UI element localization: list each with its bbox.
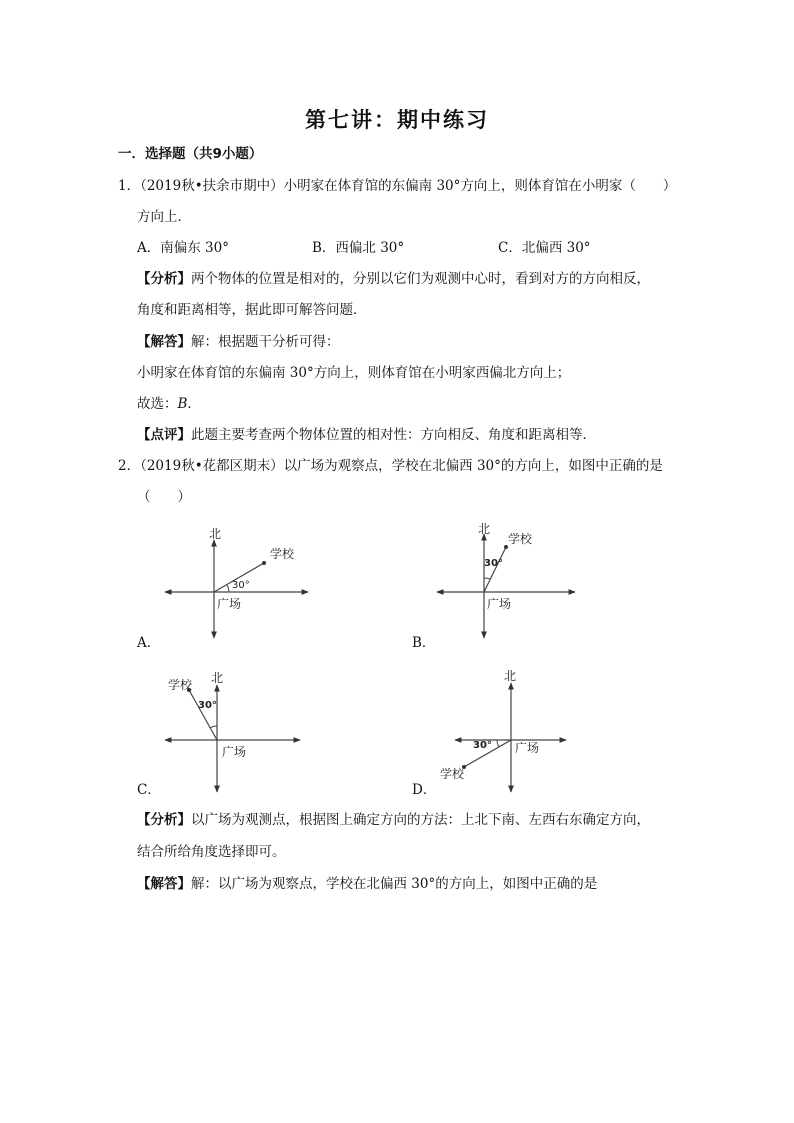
q2-analysis-line1 <box>137 811 650 829</box>
q1-solution-line2: 小明家在体育馆的东偏南 30°方向上，则体育馆在小明家西偏北方向上； <box>137 365 571 381</box>
fig-a-angle-label: 30° <box>232 580 250 591</box>
q2-stem-line1: 2．（2019秋•花都区期末）以广场为观察点，学校在北偏西 30°的方向上，如图中正确的是 <box>118 458 663 474</box>
q1-choice-prefix: 故选： <box>137 396 178 412</box>
fig-c-north-label: 北 <box>211 671 224 685</box>
q2-analysis-text: 以广场为观测点，根据图上确定方向的方法：上北下南、左西右东确定方向， <box>191 812 650 828</box>
fig-c-angle-arc <box>210 726 217 728</box>
fig-b-north-label: 北 <box>478 522 491 536</box>
fig-b-plaza-label: 广场 <box>487 597 512 611</box>
fig-c-option-label: C． <box>137 782 161 798</box>
q2-analysis-tag: 【分析】 <box>137 812 191 828</box>
q1-analysis-text: 两个物体的位置是相对的，分别以它们为观测中心时，看到对方的方向相反， <box>191 271 650 287</box>
figure-a <box>165 527 308 638</box>
q1-choice-suffix: ． <box>187 396 201 412</box>
figure-c <box>165 671 300 792</box>
fig-a-option-label: A． <box>137 635 161 651</box>
fig-a-angle-arc <box>227 585 229 592</box>
section-heading: 一．选择题（共9小题） <box>118 146 263 162</box>
q1-analysis-line2: 角度和距离相等，据此即可解答问题． <box>137 302 367 318</box>
fig-d-school-label: 学校 <box>440 767 465 781</box>
q2-solution-tag: 【解答】 <box>137 876 191 892</box>
page-title: 第七讲：期中练习 <box>305 108 489 132</box>
fig-d-plaza-label: 广场 <box>515 741 540 755</box>
fig-c-school-ray <box>189 690 217 740</box>
q1-option-a: A．南偏东 30° <box>137 240 229 256</box>
fig-c-angle-label: 30° <box>198 700 217 711</box>
q1-comment-tag: 【点评】 <box>137 427 191 443</box>
fig-d-angle-arc <box>497 740 499 747</box>
fig-a-school-label: 学校 <box>270 547 295 561</box>
figure-b <box>437 522 575 638</box>
q1-option-b: B．西偏北 30° <box>312 240 405 256</box>
fig-b-school-ray <box>484 547 506 592</box>
q1-comment-text: 此题主要考查两个物体位置的相对性：方向相反、角度和距离相等． <box>191 427 596 443</box>
figure-d <box>440 669 566 792</box>
fig-a-school-point <box>262 561 266 565</box>
fig-c-plaza-label: 广场 <box>222 745 247 759</box>
q1-solution-tag: 【解答】 <box>137 334 191 350</box>
fig-c-school-label: 学校 <box>168 678 193 692</box>
q1-solution-text: 解：根据题干分析可得： <box>191 334 340 350</box>
q1-stem-line1: 1．（2019秋•扶余市期中）小明家在体育馆的东偏南 30°方向上，则体育馆在小明家（ ） <box>118 178 677 194</box>
fig-d-angle-label: 30° <box>473 740 492 751</box>
q1-analysis-tag: 【分析】 <box>137 271 191 287</box>
q1-stem-line2: 方向上． <box>137 209 191 225</box>
q2-solution-line1 <box>137 875 597 893</box>
fig-a-north-label: 北 <box>209 527 222 541</box>
fig-b-school-label: 学校 <box>508 532 533 546</box>
q1-choice-letter: B <box>177 396 188 412</box>
fig-b-option-label: B． <box>412 635 436 651</box>
q2-solution-text: 解：以广场为观察点，学校在北偏西 30°的方向上，如图中正确的是 <box>191 876 598 892</box>
fig-d-north-label: 北 <box>504 669 517 683</box>
fig-a-plaza-label: 广场 <box>217 597 242 611</box>
q2-analysis-line2: 结合所给角度选择即可。 <box>137 844 286 860</box>
fig-d-option-label: D． <box>412 782 437 798</box>
fig-b-angle-label: 30° <box>484 558 503 569</box>
fig-b-angle-arc <box>484 578 490 579</box>
q1-option-c: C．北偏西 30° <box>498 240 591 256</box>
q2-stem-line2: （ ） <box>137 489 191 505</box>
